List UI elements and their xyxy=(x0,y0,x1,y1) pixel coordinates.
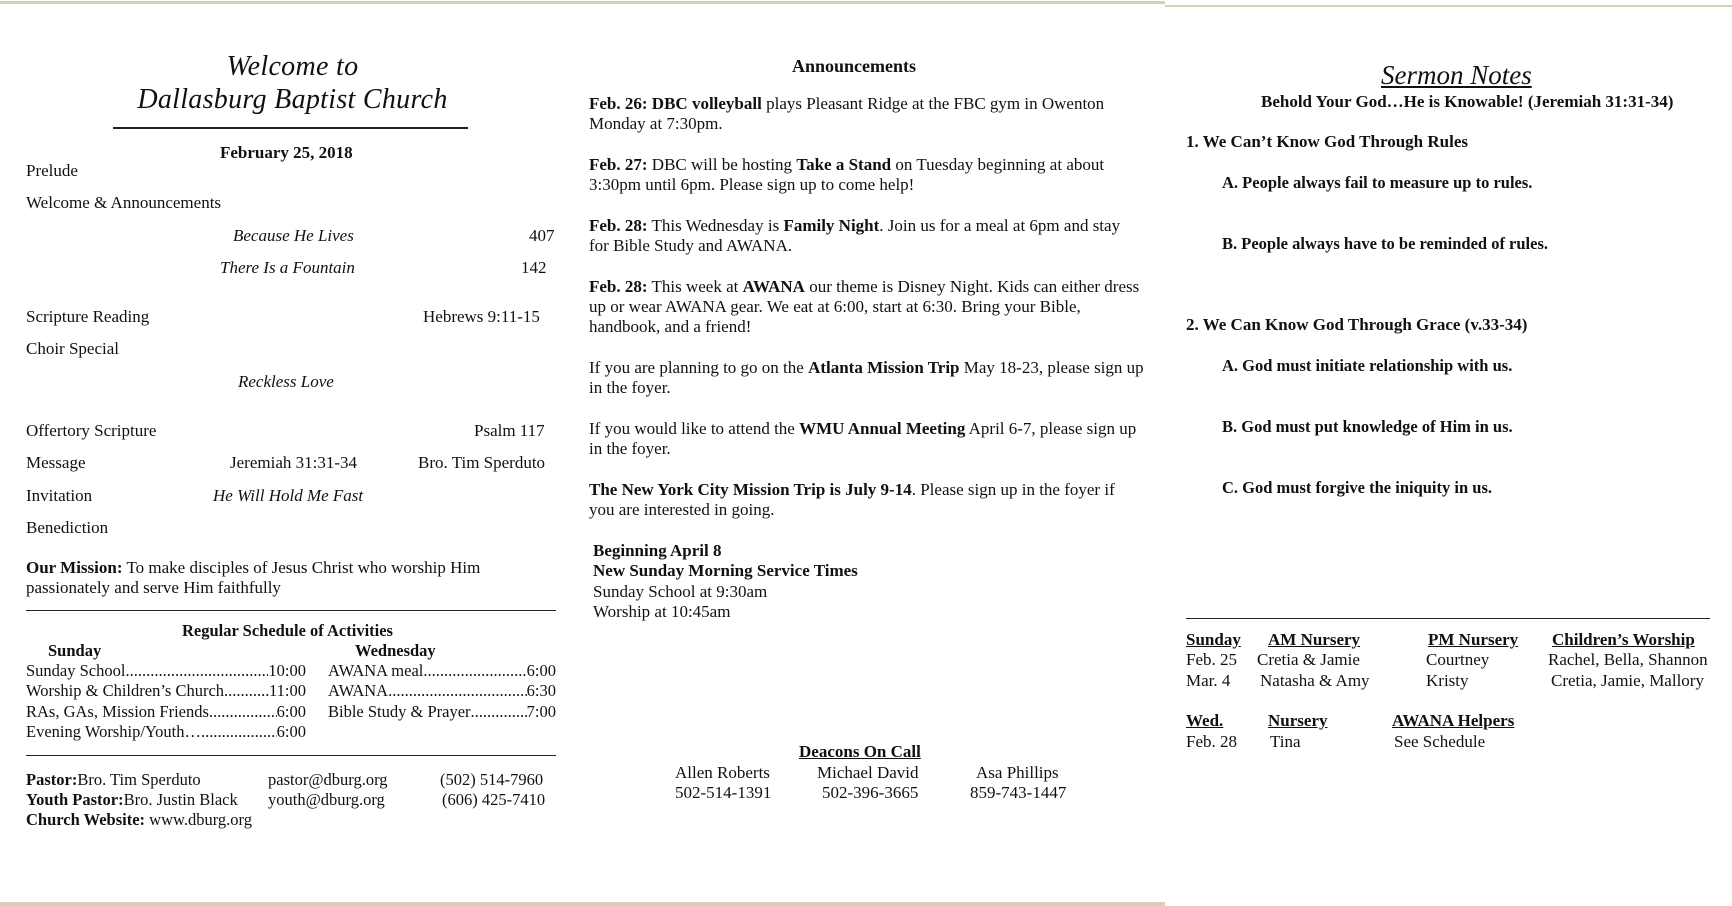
announcement-highlight: WMU Annual Meeting xyxy=(799,419,966,438)
nursery-date: Mar. 4 xyxy=(1186,671,1231,690)
schedule-item xyxy=(328,681,556,701)
choir-special-label: Choir Special xyxy=(26,339,120,358)
offertory-scripture-ref: Psalm 117 xyxy=(474,421,545,440)
nursery-children-worship: Cretia, Jamie, Mallory xyxy=(1551,671,1704,690)
announcement-text: April 6-7, please sign up in the foyer. xyxy=(589,419,1137,458)
invitation-label: Invitation xyxy=(26,486,93,505)
announcement-text: our theme is Disney Night. Kids can either dress up or wear AWANA gear. We eat at 6:00, start at 6:30. Bring your Bible, handbook, and a friend! xyxy=(589,277,1140,336)
nursery-divider xyxy=(1186,618,1710,619)
message-speaker: Bro. Tim Sperduto xyxy=(418,453,546,472)
schedule-item-label: AWANA meal xyxy=(328,661,424,680)
pastor-label: Pastor: xyxy=(26,770,78,789)
sermon-notes-title: Sermon Notes xyxy=(1381,60,1532,90)
nursery-children-worship-header: Children’s Worship xyxy=(1552,630,1695,649)
announcement-item xyxy=(589,94,1144,134)
sermon-point-2: 2. We Can Know God Through Grace (v.33-34) xyxy=(1186,315,1528,334)
schedule-item-time: 10:00 xyxy=(268,661,306,680)
schedule-item-label: Worship & Children’s Church xyxy=(26,681,225,701)
schedule-item xyxy=(26,702,306,722)
youth-pastor-email[interactable]: youth@dburg.org xyxy=(268,790,385,809)
website-line xyxy=(26,810,252,830)
announcement-text: on Tuesday beginning at about 3:30pm until 6pm. Please sign up to come help! xyxy=(589,155,1105,194)
schedule-item-time: 6:00 xyxy=(276,701,306,721)
announcement-lead: Feb. 28: xyxy=(589,277,648,296)
website-label: Church Website: xyxy=(26,810,146,829)
nursery-children-worship: Rachel, Bella, Shannon xyxy=(1548,650,1708,669)
welcome-title-line1: Welcome to xyxy=(226,51,359,82)
sunday-schedule-list xyxy=(26,661,306,742)
mission-statement xyxy=(26,558,556,598)
page-top-rule-right xyxy=(1165,5,1732,7)
sermon-point-2a: A. God must initiate relationship with us. xyxy=(1222,356,1513,375)
nursery-wed-header: Wed. xyxy=(1186,711,1224,730)
youth-pastor-line xyxy=(26,790,238,810)
hymn1-title: Because He Lives xyxy=(233,226,354,245)
announcement-highlight: Atlanta Mission Trip xyxy=(808,358,960,377)
deacon-name: Michael David xyxy=(817,763,919,782)
deacon-name: Asa Phillips xyxy=(976,763,1059,782)
schedule-item-time: 6:30 xyxy=(526,681,556,701)
service-times-line4: Worship at 10:45am xyxy=(593,602,731,621)
nursery-sunday-header: Sunday xyxy=(1186,630,1241,649)
deacon-phone: 859-743-1447 xyxy=(970,783,1067,802)
mission-divider xyxy=(26,610,556,611)
nursery-am: Cretia & Jamie xyxy=(1257,650,1360,669)
schedule-item-label: Bible Study & Prayer xyxy=(328,701,471,721)
youth-pastor-phone: (606) 425-7410 xyxy=(442,790,546,809)
pastor-line xyxy=(26,770,201,790)
mission-label: Our Mission: xyxy=(26,558,123,577)
hymn1-number: 407 xyxy=(529,226,555,245)
schedule-item-label: AWANA xyxy=(328,681,389,701)
announcement-text: If you are planning to go on the xyxy=(589,358,809,377)
invitation-song: He Will Hold Me Fast xyxy=(213,486,364,505)
nursery-pm: Kristy xyxy=(1426,671,1469,690)
schedule-item-label: Sunday School xyxy=(26,661,126,680)
announcement-highlight: Family Night xyxy=(783,216,880,235)
wednesday-schedule-list xyxy=(328,661,556,722)
announcement-item xyxy=(589,155,1144,195)
hymn2-number: 142 xyxy=(521,258,547,277)
announcement-lead: Feb. 26: DBC volleyball xyxy=(589,94,762,113)
announcement-text: This week at xyxy=(647,277,743,296)
announcement-highlight: Take a Stand xyxy=(796,155,892,174)
schedule-item-time: 6:00 xyxy=(276,721,306,741)
pastor-name: Bro. Tim Sperduto xyxy=(77,770,201,789)
deacons-title: Deacons On Call xyxy=(799,742,921,761)
schedule-item-time: 11:00 xyxy=(269,681,306,701)
page-bottom-rule xyxy=(0,902,1165,906)
schedule-item-label: Evening Worship/Youth… xyxy=(26,721,201,741)
nursery-date: Feb. 25 xyxy=(1186,650,1237,669)
announcement-text: plays Pleasant Ridge at the FBC gym in Owenton Monday at 7:30pm. xyxy=(589,94,1105,133)
announcement-highlight: AWANA xyxy=(742,277,805,296)
deacon-name: Allen Roberts xyxy=(675,763,770,782)
announcements-title: Announcements xyxy=(792,56,917,76)
schedule-item-time: 6:00 xyxy=(526,661,556,680)
youth-pastor-label: Youth Pastor: xyxy=(26,790,124,809)
announcement-text: DBC will be hosting xyxy=(647,155,797,174)
nursery-awana-helpers-header: AWANA Helpers xyxy=(1392,711,1515,730)
nursery-pm-header: PM Nursery xyxy=(1428,630,1519,649)
choir-special-song: Reckless Love xyxy=(238,372,334,391)
announcement-item xyxy=(589,277,1144,337)
service-times-line2: New Sunday Morning Service Times xyxy=(593,561,858,580)
nursery-am: Natasha & Amy xyxy=(1260,671,1370,690)
mission-text: To make disciples of Jesus Christ who worship Him passionately and serve Him faithfully xyxy=(26,558,481,597)
announcement-lead: Feb. 28: xyxy=(589,216,648,235)
schedule-wednesday-header: Wednesday xyxy=(355,641,436,660)
announcement-item xyxy=(589,419,1144,459)
sermon-point-2b: B. God must put knowledge of Him in us. xyxy=(1222,417,1513,436)
announcement-item xyxy=(589,358,1144,398)
message-label: Message xyxy=(26,453,86,472)
nursery-awana-helpers: See Schedule xyxy=(1394,732,1486,751)
sermon-point-1b: B. People always have to be reminded of rules. xyxy=(1222,234,1549,253)
contacts-divider xyxy=(26,755,556,756)
nursery-am-header: AM Nursery xyxy=(1268,630,1361,649)
benediction-label: Benediction xyxy=(26,518,109,537)
service-date: February 25, 2018 xyxy=(220,143,353,162)
announcement-text: . Join us for a meal at 6pm and stay for Bible Study and AWANA. xyxy=(589,216,1121,255)
schedule-item-label: RAs, GAs, Mission Friends xyxy=(26,701,209,721)
announcement-item xyxy=(589,480,1144,520)
announcement-item xyxy=(589,216,1144,256)
title-underline xyxy=(113,127,468,129)
sermon-point-1: 1. We Can’t Know God Through Rules xyxy=(1186,132,1468,151)
website-link[interactable]: www.dburg.org xyxy=(145,810,252,829)
pastor-phone: (502) 514-7960 xyxy=(440,770,544,789)
page-top-rule xyxy=(0,1,1165,4)
schedule-item xyxy=(26,661,306,681)
announcement-lead: Feb. 27: xyxy=(589,155,648,174)
schedule-item-time: 7:00 xyxy=(526,701,556,721)
message-ref: Jeremiah 31:31-34 xyxy=(230,453,357,472)
deacon-phone: 502-396-3665 xyxy=(822,783,919,802)
scripture-reading-ref: Hebrews 9:11-15 xyxy=(423,307,540,326)
nursery-wed-date: Feb. 28 xyxy=(1186,732,1237,751)
announcement-text: . Please sign up in the foyer if you are interested in going. xyxy=(589,480,1115,519)
offertory-scripture-label: Offertory Scripture xyxy=(26,421,157,440)
announcement-highlight: The New York City Mission Trip is July 9-14 xyxy=(589,480,912,499)
service-times-line3: Sunday School at 9:30am xyxy=(593,582,768,601)
deacon-phone: 502-514-1391 xyxy=(675,783,772,802)
sermon-point-2c: C. God must forgive the iniquity in us. xyxy=(1222,478,1492,497)
schedule-item xyxy=(26,681,306,701)
announcement-text: This Wednesday is xyxy=(647,216,784,235)
welcome-title-line2: Dallasburg Baptist Church xyxy=(137,84,448,115)
service-times-line1: Beginning April 8 xyxy=(593,541,722,560)
nursery-wed-nursery: Tina xyxy=(1270,732,1301,751)
scripture-reading-label: Scripture Reading xyxy=(26,307,150,326)
schedule-sunday-header: Sunday xyxy=(48,641,102,660)
hymn2-title: There Is a Fountain xyxy=(220,258,355,277)
announcement-text: If you would like to attend the xyxy=(589,419,800,438)
announcement-text: May 18-23, please sign up in the foyer. xyxy=(589,358,1144,397)
nursery-pm: Courtney xyxy=(1426,650,1490,669)
schedule-item xyxy=(328,661,556,681)
sermon-point-1a: A. People always fail to measure up to rules. xyxy=(1222,173,1533,192)
youth-pastor-name: Bro. Justin Black xyxy=(123,790,238,809)
prelude-label: Prelude xyxy=(26,161,78,180)
schedule-title: Regular Schedule of Activities xyxy=(182,621,393,640)
schedule-item xyxy=(26,722,306,742)
welcome-announcements-label: Welcome & Announcements xyxy=(26,193,222,212)
pastor-email[interactable]: pastor@dburg.org xyxy=(268,770,388,789)
sermon-subtitle: Behold Your God…He is Knowable! (Jeremiah 31:31-34) xyxy=(1261,92,1674,111)
nursery-wed-nursery-header: Nursery xyxy=(1268,711,1328,730)
schedule-item xyxy=(328,702,556,722)
